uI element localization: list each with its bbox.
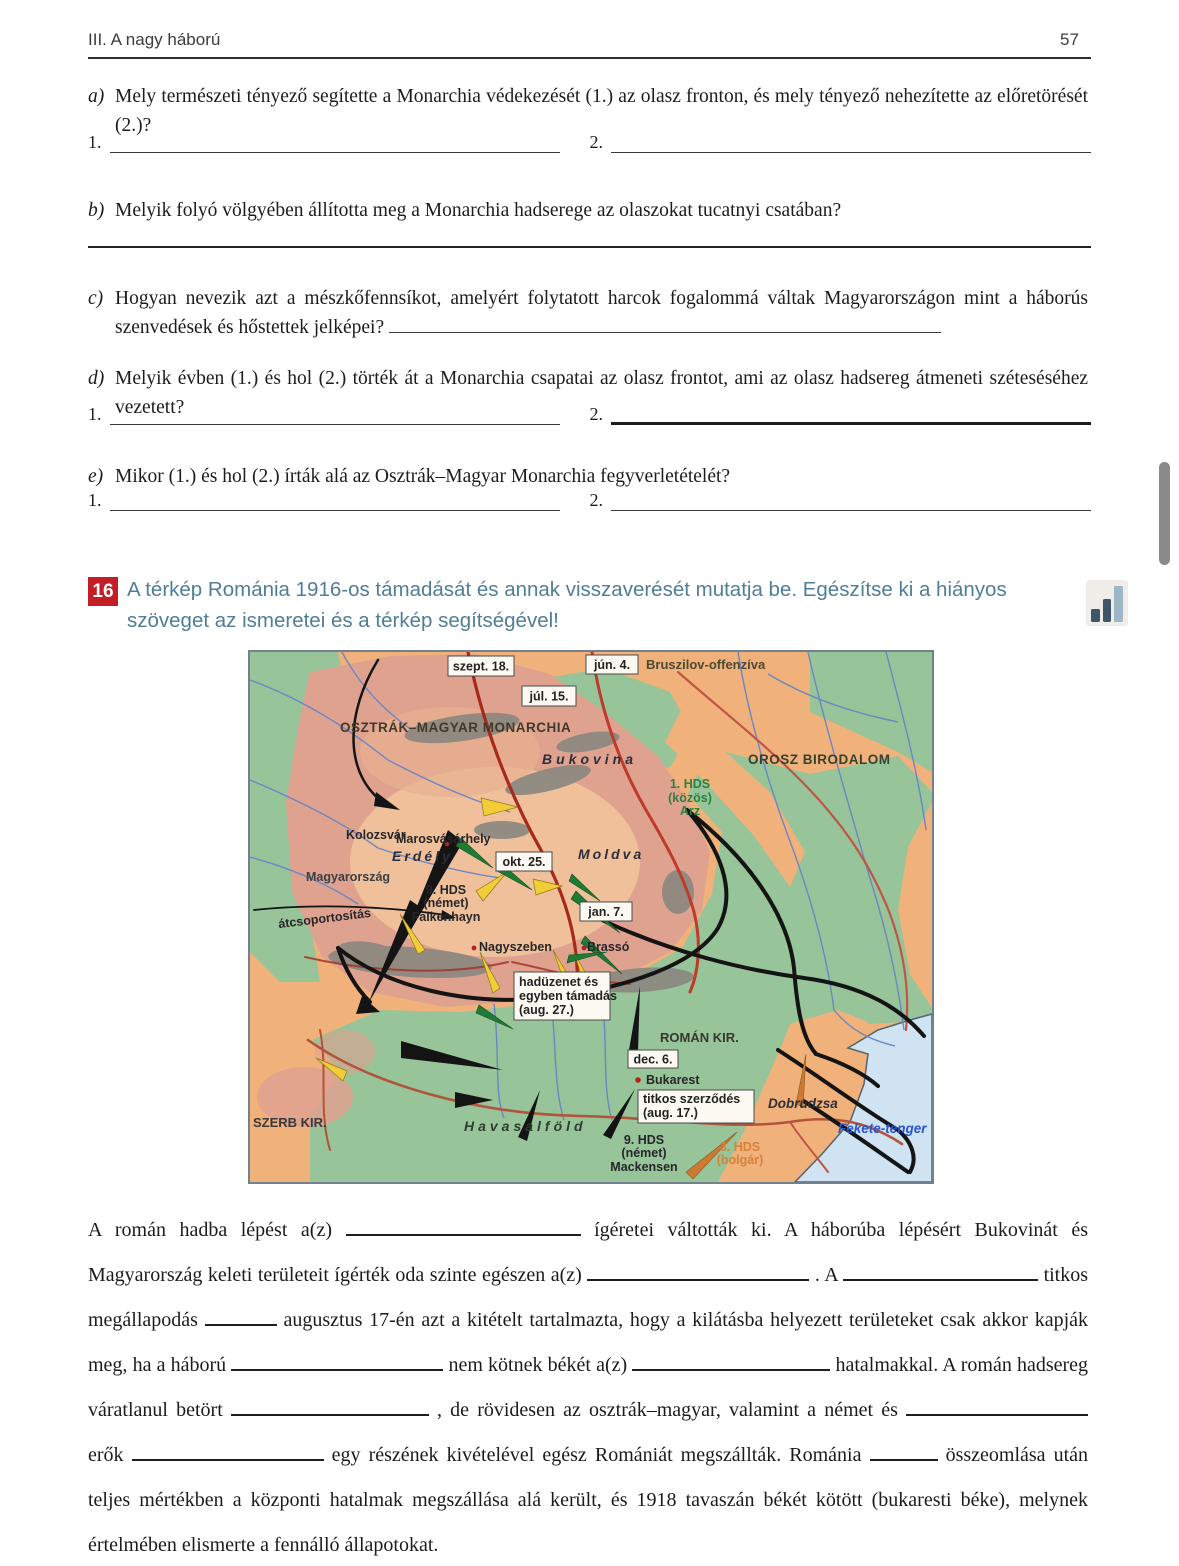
label-osztrak-magyar-monarchia: OSZTRÁK–MAGYAR MONARCHIA (340, 720, 572, 735)
label-bruszilov-offenziva: Bruszilov-offenzíva (646, 657, 766, 672)
date-label-jul15: júl. 15. (529, 689, 569, 704)
answer-line (110, 496, 560, 511)
label-hds9-mackensen: (német) (621, 1146, 667, 1160)
answer-line (611, 496, 1091, 511)
paragraph-text: . A (814, 1264, 838, 1286)
task-instruction: A térkép Románia 1916-os támadását és annak visszaverését mutatja be. Egészítse ki a hiányos szöveget az ismeretei és a térkép segítségével! (127, 578, 1007, 632)
question-c-text-content: Hogyan nevezik azt a mészkőfennsíkot, amelyért folytatott harcok fogalommá váltak Magyarországon mint a háborús szenvedések és hőstettek jelképei? (115, 288, 1088, 338)
answer-1-label: 1. (88, 404, 102, 424)
paragraph-text: augusztus 17-én azt a kitételt tartalmazta, hogy a kilátásba helyezett területeket csak akkor kapják meg, ha a háború (88, 1309, 1089, 1376)
label-szerb-kir: SZERB KIR. (253, 1115, 327, 1130)
question-c-text (115, 284, 1088, 342)
question-e-label: e) (88, 466, 104, 487)
label-magyarorszag: Magyarország (306, 870, 391, 884)
answer-2-label: 2. (589, 404, 603, 424)
label-havasalfold: Havasalföld (464, 1118, 587, 1134)
question-d-answers (88, 404, 1091, 425)
page-number: 57 (1060, 30, 1079, 49)
header-rule (88, 57, 1091, 59)
label-marosvasarhely: Marosvásárhely (396, 832, 491, 846)
task-number-badge: 16 (88, 577, 118, 606)
question-e-text: Mikor (1.) és hol (2.) írták alá az Osztrák–Magyar Monarchia fegyverletételét? (115, 466, 731, 487)
paragraph-text: hatalmakkal. A román hadsereg váratlanul betört (88, 1354, 1089, 1421)
date-label-jun4: jún. 4. (593, 658, 631, 672)
fill-in-blank (231, 1364, 443, 1371)
label-atcsoportositas: átcsoportosítás (277, 905, 372, 932)
annotation-war-declaration: hadüzenet és (519, 975, 599, 989)
fill-in-blank (587, 1274, 809, 1281)
question-b-text: Melyik folyó völgyében állította meg a Monarchia hadserege az olaszokat tucatnyi csatában? (115, 200, 842, 221)
question-d-text: Melyik évben (1.) és hol (2.) törték át a Monarchia csapatai az olasz frontot, ami az olasz hadsereg átmeneti széteséséhez vezetett? (115, 368, 1088, 418)
label-roman-kir: ROMÁN KIR. (660, 1030, 739, 1045)
label-bukovina: Bukovina (542, 751, 638, 767)
label-bukarest: Bukarest (646, 1073, 700, 1087)
fill-in-blank (906, 1409, 1088, 1416)
date-label-szept18: szept. 18. (452, 659, 510, 674)
date-label-okt25: okt. 25. (502, 855, 546, 869)
paragraph-text: A román hadba lépést a(z) (88, 1219, 332, 1241)
label-moldva: Moldva (578, 846, 645, 862)
fill-in-blank (231, 1409, 429, 1416)
label-orosz-birodalom: OROSZ BIRODALOM (748, 752, 891, 767)
annotation-secret-treaty: (aug. 17.) (643, 1106, 698, 1120)
question-b (88, 196, 1088, 225)
fill-in-blank (870, 1454, 938, 1461)
chapter-header: III. A nagy háború (88, 30, 221, 49)
paragraph-text: egy részének kivételével egész Romániát megszállták. Románia (331, 1444, 862, 1466)
date-label-dec6: dec. 6. (633, 1052, 673, 1067)
paragraph-text: erők (88, 1444, 124, 1466)
fill-in-blank (346, 1229, 581, 1236)
label-fekete-tenger: Fekete-tenger (838, 1121, 927, 1136)
paragraph-text: nem kötnek békét a(z) (448, 1354, 628, 1376)
label-brasso: Brassó (587, 940, 630, 954)
fill-in-blank (632, 1364, 830, 1371)
label-kolozsvar: Kolozsvár (346, 828, 406, 842)
answer-line (110, 410, 560, 425)
fill-in-blank (843, 1274, 1038, 1281)
question-c (88, 284, 1088, 342)
label-hds1: 1. HDS (669, 777, 711, 791)
answer-line (110, 138, 560, 153)
answer-2-label: 2. (589, 490, 603, 510)
paragraph-text: , de rövidesen az osztrák–magyar, valamint a német és (437, 1399, 898, 1421)
label-erdely: Erdély (392, 848, 453, 864)
date-label-jan7: jan. 7. (588, 905, 624, 919)
question-b-label: b) (88, 200, 105, 221)
map-canvas (250, 652, 932, 1182)
fill-in-paragraph (88, 1208, 1088, 1566)
question-a-text: Mely természeti tényező segítette a Monarchia védekezését (1.) az olasz fronton, és mely tényező nehezítette az előretörését (2.)? (115, 86, 1088, 136)
answer-1-label: 1. (88, 132, 102, 152)
label-hds9-falkenhayn: Falkenhayn (411, 910, 481, 924)
fill-in-blank (132, 1454, 324, 1461)
question-c-label: c) (88, 288, 104, 309)
label-hds3-bolgar: (bolgár) (716, 1153, 764, 1167)
paragraph-text: összeomlása után teljes mértékben a központi hatalmak megszállása alá került, és 1918 tavaszán békét kötött (bukaresti béke), melynek értelmében elismerte a fennálló állapotokat. (88, 1444, 1089, 1556)
label-hds9-mackensen: Mackensen (610, 1160, 678, 1174)
bar-chart-source-icon (1086, 580, 1128, 626)
scrollbar-thumb[interactable] (1159, 462, 1170, 565)
question-d-label: d) (88, 368, 105, 389)
annotation-war-declaration: egyben támadás (519, 989, 617, 1003)
question-a-label: a) (88, 86, 105, 107)
label-hds1: (közös) (668, 791, 712, 805)
romania-1916-campaign-map (248, 650, 934, 1184)
question-a-answers (88, 132, 1091, 153)
paragraph-text: ígéretei váltották ki. A háborúba lépésért Bukovinát és Magyarország keleti területeit ígérték oda szinte egészen a(z) (88, 1219, 1089, 1286)
annotation-secret-treaty: titkos szerződés (643, 1092, 741, 1106)
answer-line (389, 327, 941, 333)
paragraph-text: titkos megállapodás (88, 1264, 1089, 1331)
question-e-answers (88, 490, 1091, 511)
label-hds1: Arz (679, 804, 701, 818)
question-e (88, 462, 1088, 491)
answer-2-label: 2. (589, 132, 603, 152)
answer-line (611, 138, 1091, 153)
label-nagyszeben: Nagyszeben (479, 940, 552, 954)
label-dobrudzsa: Dobrudzsa (768, 1096, 838, 1111)
answer-line (88, 246, 1091, 248)
label-hds9-falkenhayn: 9. HDS (425, 883, 467, 897)
label-hds9-mackensen: 9. HDS (623, 1133, 665, 1147)
answer-1-label: 1. (88, 490, 102, 510)
fill-in-blank (205, 1319, 277, 1326)
annotation-war-declaration: (aug. 27.) (519, 1003, 574, 1017)
answer-line (611, 408, 1091, 425)
label-hds3-bolgar: 3. HDS (719, 1140, 761, 1154)
label-hds9-falkenhayn: (német) (423, 896, 469, 910)
